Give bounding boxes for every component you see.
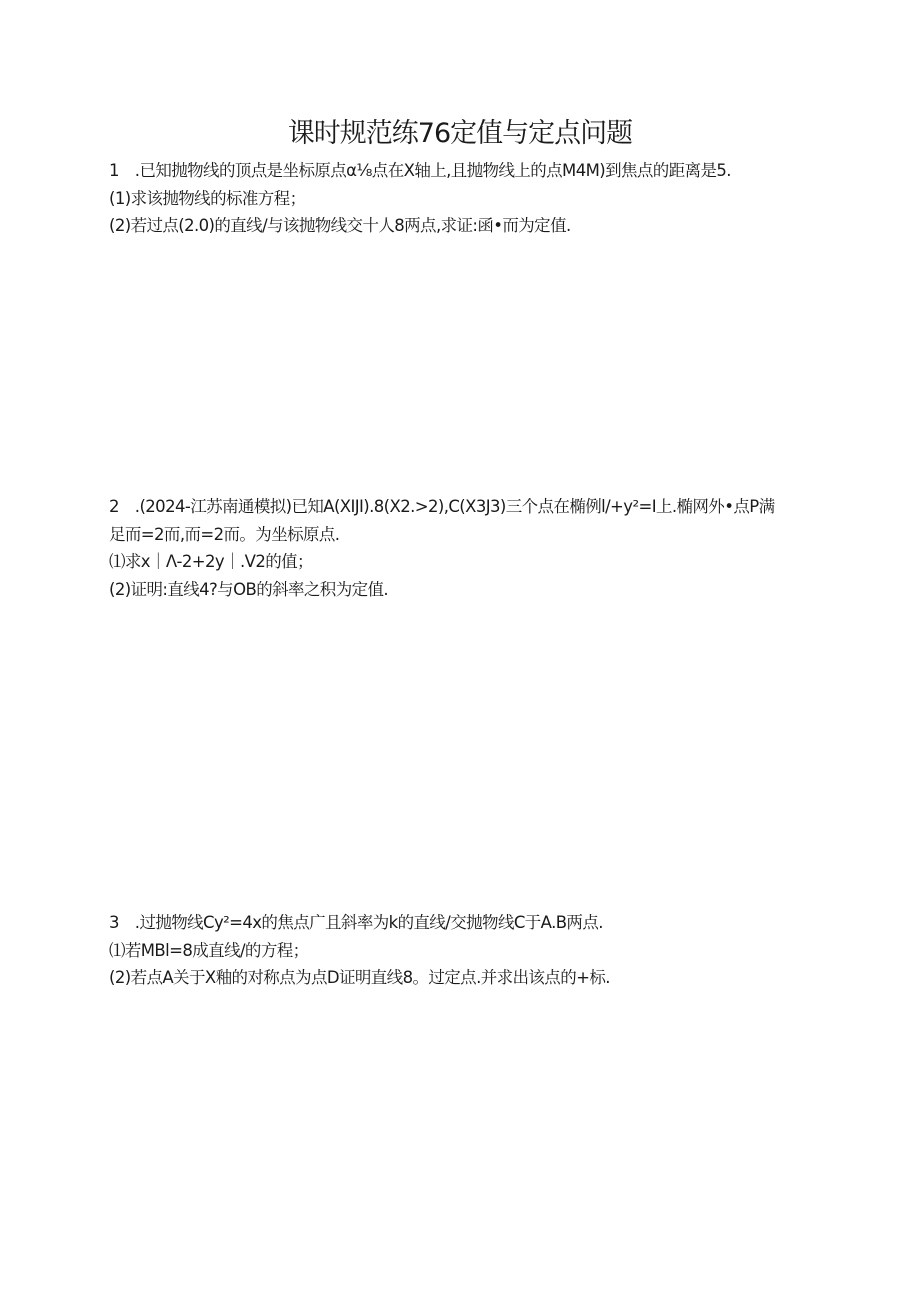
- problem-1: [109, 157, 809, 240]
- problem-3-part-1: ⑴若MBl=8成直线/的方程；: [109, 940, 309, 960]
- page-title: 课时规范练76定值与定点问题: [287, 118, 633, 149]
- problem-2-part-2: (2)证明:直线4?与OB的斜率之积为定值.: [109, 579, 389, 599]
- problem-2-part-1: ⑴求x｜Λ-2+2y｜.V2的值；: [109, 552, 313, 571]
- problem-3: [109, 909, 809, 992]
- problem-1-part-1: (1)求该抛物线的标准方程；: [109, 188, 306, 208]
- problem-2-statement: 2 .(2024-江苏南通模拟)已知A(XIJI).8(X2.>2),C(X3J3)三个点在椭例l/+y²=I上.椭网外•点P满: [109, 497, 775, 516]
- problem-2-statement-cont: 足而=2而,而=2而。为坐标原点.: [109, 524, 340, 544]
- problem-2: [109, 493, 809, 603]
- problem-1-part-2: (2)若过点(2.0)的直线/与该抛物线交十人8两点,求证:函•而为定值.: [109, 216, 571, 235]
- problem-1-statement: 1 .已知抛物线的顶点是坐标原点α⅛点在X轴上,且抛物线上的点M4M)到焦点的距离是5.: [109, 161, 731, 180]
- problem-3-statement: 3 .过抛物线Cy²=4x的焦点广且斜率为k的直线/交抛物线C于A.B两点.: [109, 913, 603, 932]
- problem-3-part-2: (2)若点A关于X釉的对称点为点D证明直线8。过定点.并求出该点的+标.: [109, 968, 610, 987]
